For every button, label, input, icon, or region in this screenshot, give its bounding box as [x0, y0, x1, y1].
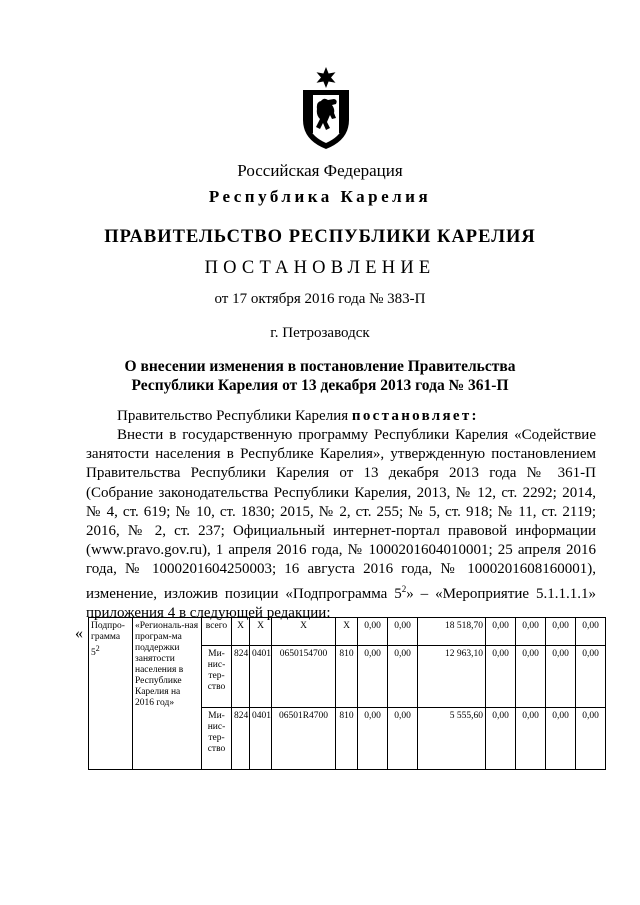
grbs-cell: 824	[232, 646, 250, 708]
value-cell: 0,00	[516, 618, 546, 646]
document-city: г. Петрозаводск	[270, 325, 370, 341]
value-cell: 12 963,10	[418, 646, 486, 708]
value-cell: 0,00	[388, 708, 418, 770]
vr-cell: 810	[336, 708, 358, 770]
csr-cell: X	[272, 618, 336, 646]
program-name-cell: «Региональ-ная програм-ма поддержки занятости населения в Республике Карелия на 2016 год»	[133, 618, 202, 770]
value-cell: 0,00	[546, 618, 576, 646]
executor-cell: всего	[202, 618, 232, 646]
rzpr-cell: 0401	[250, 646, 272, 708]
federation-title: Российская Федерация	[237, 161, 403, 180]
subject-line-1: О внесении изменения в постановление Правительства	[124, 358, 516, 375]
intro-text: Правительство Республики Карелия	[117, 408, 352, 424]
value-cell: 0,00	[546, 646, 576, 708]
value-cell: 0,00	[486, 618, 516, 646]
vr-cell: X	[336, 618, 358, 646]
value-cell: 0,00	[516, 708, 546, 770]
body-paragraph	[86, 426, 596, 623]
document-date: от 17 октября 2016 года № 383-П	[214, 291, 426, 307]
value-cell: 0,00	[358, 618, 388, 646]
subject-line-2: Республики Карелия от 13 декабря 2013 года № 361-П	[131, 377, 509, 394]
value-cell: 0,00	[358, 708, 388, 770]
value-cell: 18 518,70	[418, 618, 486, 646]
intro-resolve-word: постановляет:	[351, 408, 479, 424]
body-superscript: 2	[401, 583, 407, 594]
rzpr-cell: 0401	[250, 708, 272, 770]
rzpr-cell: X	[250, 618, 272, 646]
intro-paragraph	[86, 407, 596, 426]
republic-title: Республика Карелия	[208, 187, 432, 206]
value-cell: 0,00	[576, 646, 606, 708]
opening-quote-mark: «	[75, 625, 83, 642]
value-cell: 0,00	[358, 646, 388, 708]
value-cell: 0,00	[388, 618, 418, 646]
executor-cell: Ми-нис-тер-ство	[202, 646, 232, 708]
table-row	[89, 618, 606, 646]
csr-cell: 0650154700	[272, 646, 336, 708]
subprogram-label-cell: Подпро-грамма $5^2$	[89, 618, 133, 770]
csr-cell: 06501R4700	[272, 708, 336, 770]
document-type: ПОСТАНОВЛЕНИЕ	[204, 258, 436, 278]
value-cell: 5 555,60	[418, 708, 486, 770]
value-cell: 0,00	[388, 646, 418, 708]
body-text-part1: Внести в государственную программу Республики Карелия «Содействие занятости населения в Республике Карелия», утвержденную постановлением Правительства Республики Карелия от 13 декабря 2013 года № 361-П (Собрание законодательства Республики Карелия, 2013, № 12, ст. 2292; 2014, № 4, ст. 619; № 10, ст. 1830; 2015, № 2, ст. 255; № 5, ст. 918; № 11, ст. 2119; 2016, № 2, ст. 237; Официальный интернет-портал правовой информации (www.pravo.gov.ru), 1 апреля 2016 года, № 1000201604010001; 25 апреля 2016 года, № 1000201604250003; 16 августа 2016 года, № 1000201608160001), изменение, изложив позиции «Подпрограмма 5	[86, 427, 596, 602]
executor-cell: Ми-нис-тер-ство	[202, 708, 232, 770]
government-title: ПРАВИТЕЛЬСТВО РЕСПУБЛИКИ КАРЕЛИЯ	[104, 227, 536, 247]
value-cell: 0,00	[576, 618, 606, 646]
vr-cell: 810	[336, 646, 358, 708]
value-cell: 0,00	[576, 708, 606, 770]
program-table	[88, 617, 606, 770]
value-cell: 0,00	[546, 708, 576, 770]
grbs-cell: 824	[232, 708, 250, 770]
karelia-coat-of-arms-emblem	[297, 66, 355, 150]
value-cell: 0,00	[486, 646, 516, 708]
value-cell: 0,00	[486, 708, 516, 770]
value-cell: 0,00	[516, 646, 546, 708]
body-text-part2: » – «Мероприятие 5.1.1.1.1» приложения 4 в следующей редакции:	[86, 585, 596, 621]
grbs-cell: X	[232, 618, 250, 646]
